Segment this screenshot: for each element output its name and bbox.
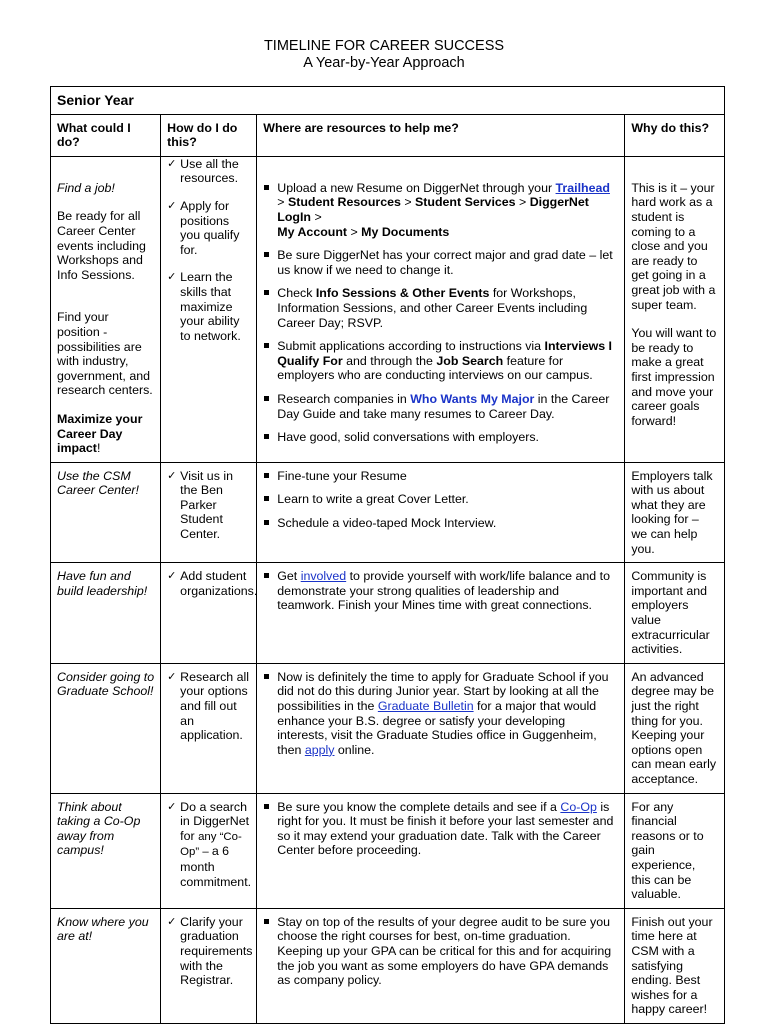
where-text-bold: My Account bbox=[277, 224, 348, 239]
list-item bbox=[167, 569, 258, 598]
how-text: Visit us in the Ben Parker Student Center. bbox=[180, 468, 233, 542]
checkmark-icon: ✓ bbox=[167, 800, 177, 813]
list-item bbox=[263, 492, 618, 507]
what-text: Find a job! bbox=[57, 180, 115, 195]
why-cell bbox=[625, 663, 725, 793]
list-item bbox=[263, 430, 618, 445]
square-bullet-icon bbox=[264, 573, 269, 578]
list-item bbox=[167, 800, 250, 890]
where-cell bbox=[257, 908, 625, 1023]
what-text: Think about taking a Co-Op away from campus! bbox=[57, 799, 141, 858]
where-text: > bbox=[311, 209, 322, 224]
what-text: Use the CSM Career Center! bbox=[57, 468, 139, 498]
table-row bbox=[51, 793, 725, 908]
why-text: For any financial reasons or to gain experience, this can be valuable. bbox=[631, 799, 704, 902]
where-text-bold: DiggerNet LogIn bbox=[277, 195, 589, 224]
what-text: Find your position - possibilities are with industry, government, and research centers. bbox=[57, 310, 153, 398]
how-text: Clarify your graduation requirements with the Registrar. bbox=[180, 914, 253, 988]
where-text-bold: Student Services bbox=[415, 195, 516, 210]
square-bullet-icon bbox=[264, 919, 269, 924]
list-item bbox=[263, 286, 618, 330]
where-text: > bbox=[515, 195, 530, 210]
what-text: Be ready for all Career Center events including Workshops and Info Sessions. bbox=[57, 209, 146, 282]
list-item bbox=[263, 181, 618, 239]
how-text: a 6 month commitment. bbox=[180, 844, 252, 889]
list-item bbox=[263, 569, 618, 613]
involved-link[interactable]: involved bbox=[300, 569, 347, 584]
list-item bbox=[167, 914, 253, 988]
title-line-2: A Year-by-Year Approach bbox=[303, 55, 465, 71]
square-bullet-icon bbox=[264, 252, 269, 257]
where-text: in the Career Day Guide and take many resumes to Career Day. bbox=[277, 391, 610, 421]
why-cell bbox=[625, 563, 725, 664]
square-bullet-icon bbox=[264, 343, 269, 348]
who-wants-my-major-text: Who Wants My Major bbox=[410, 391, 535, 406]
header-why: Why do this? bbox=[625, 114, 725, 156]
where-text: Research companies in bbox=[277, 391, 411, 406]
graduate-bulletin-link[interactable]: Graduate Bulletin bbox=[377, 699, 474, 713]
why-text: An advanced degree may be just the right thing for you. Keeping your options open can mean early acceptance. bbox=[631, 669, 717, 786]
what-cell bbox=[51, 563, 161, 664]
why-text: Employers talk with us about what they are looking for – we can help you. bbox=[631, 468, 713, 556]
where-cell bbox=[257, 793, 625, 908]
square-bullet-icon bbox=[264, 473, 269, 478]
how-cell bbox=[161, 563, 257, 664]
apply-link[interactable]: apply bbox=[304, 742, 335, 757]
table-row bbox=[51, 563, 725, 664]
list-item bbox=[263, 670, 618, 758]
checkmark-icon: ✓ bbox=[167, 199, 177, 212]
list-item bbox=[263, 339, 618, 383]
where-text: Be sure DiggerNet has your correct major and grad date – let us know if we need to change it. bbox=[277, 248, 613, 277]
where-text-bold: My Documents bbox=[361, 224, 450, 239]
where-text: Learn to write a great Cover Letter. bbox=[277, 492, 469, 507]
where-text: online. bbox=[334, 742, 375, 757]
how-cell bbox=[161, 663, 257, 793]
what-cell bbox=[51, 793, 161, 908]
header-what: What could I do? bbox=[51, 114, 161, 156]
why-text: Finish out your time here at CSM with a satisfying ending. Best wishes for a happy career! bbox=[631, 914, 713, 1017]
how-text: Use all the resources. bbox=[180, 156, 239, 186]
list-item bbox=[263, 248, 618, 277]
what-cell bbox=[51, 663, 161, 793]
where-text: > bbox=[277, 195, 288, 210]
why-text: This is it – your hard work as a student is coming to a close and you are ready to get going in a great job with a super team. bbox=[631, 180, 716, 312]
how-text: Apply for positions you qualify for. bbox=[180, 198, 240, 257]
checkmark-icon: ✓ bbox=[167, 915, 177, 928]
why-cell bbox=[625, 908, 725, 1023]
how-text: Research all your options and fill out an application. bbox=[180, 669, 250, 743]
where-text: > bbox=[347, 224, 362, 239]
where-text: Have good, solid conversations with employers. bbox=[277, 430, 539, 445]
trailhead-link[interactable]: Trailhead bbox=[555, 180, 610, 195]
checkmark-icon: ✓ bbox=[167, 570, 177, 583]
what-cell bbox=[51, 462, 161, 563]
where-cell bbox=[257, 462, 625, 563]
list-item bbox=[263, 516, 618, 531]
list-item bbox=[167, 469, 250, 542]
where-cell bbox=[257, 156, 625, 462]
table-row bbox=[51, 908, 725, 1023]
where-text-bold: Student Resources bbox=[287, 195, 401, 210]
square-bullet-icon bbox=[264, 185, 269, 190]
where-text-bold: Job Search bbox=[436, 353, 504, 368]
where-text: > bbox=[400, 195, 416, 210]
how-text: Learn the skills that maximize your ability to network. bbox=[180, 270, 241, 343]
where-text: Schedule a video-taped Mock Interview. bbox=[277, 515, 497, 530]
where-cell bbox=[257, 663, 625, 793]
how-cell bbox=[161, 908, 257, 1023]
why-cell bbox=[625, 793, 725, 908]
how-text: any “Co-Op” – bbox=[180, 830, 242, 859]
list-item bbox=[263, 800, 618, 858]
square-bullet-icon bbox=[264, 674, 269, 679]
header-how: How do I do this? bbox=[161, 114, 257, 156]
why-cell bbox=[625, 156, 725, 462]
title-line-1: TIMELINE FOR CAREER SUCCESS bbox=[263, 38, 505, 54]
senior-year-table bbox=[50, 86, 725, 1024]
list-item bbox=[167, 157, 250, 186]
what-text: Have fun and build leadership! bbox=[57, 569, 148, 598]
where-text: Get bbox=[277, 569, 301, 584]
co-op-link[interactable]: Co-Op bbox=[560, 799, 597, 814]
square-bullet-icon bbox=[264, 290, 269, 295]
list-item bbox=[263, 469, 618, 484]
list-item bbox=[167, 199, 250, 257]
table-row bbox=[51, 462, 725, 563]
where-text: Fine-tune your Resume bbox=[277, 468, 407, 483]
where-text: is right for you. It must be finish it before your last semester and so it may extend your graduation date. Talk with the Career Center before proceeding. bbox=[277, 799, 614, 858]
square-bullet-icon bbox=[264, 434, 269, 439]
what-text: Know where you are at! bbox=[57, 914, 149, 944]
square-bullet-icon bbox=[264, 396, 269, 401]
square-bullet-icon bbox=[264, 804, 269, 809]
how-cell bbox=[161, 156, 257, 462]
how-cell bbox=[161, 793, 257, 908]
list-item bbox=[167, 270, 250, 343]
where-text: to provide yourself with work/life balance and to demonstrate your strong qualities of leadership and teamwork. Finish your Mines time with great connections. bbox=[277, 569, 610, 613]
where-text: Stay on top of the results of your degree audit to be sure you choose the right courses for best, on-time graduation. Keeping up your GPA can be critical for this and for acquiring the job you want as some employers do have GPA demands as company policy. bbox=[277, 914, 612, 988]
square-bullet-icon bbox=[264, 520, 269, 525]
what-text: ! bbox=[96, 441, 101, 456]
where-text: for Workshops, Information Sessions, and other Career Events including Career Day; RSVP. bbox=[277, 286, 588, 330]
year-heading: Senior Year bbox=[51, 87, 725, 115]
list-item bbox=[263, 915, 618, 988]
what-cell bbox=[51, 908, 161, 1023]
why-text: Community is important and employers value extracurricular activities. bbox=[631, 569, 710, 657]
list-item bbox=[167, 670, 250, 743]
where-text-bold: Info Sessions & Other Events bbox=[315, 286, 490, 301]
where-text: Be sure you know the complete details and see if a bbox=[277, 799, 561, 814]
how-cell bbox=[161, 462, 257, 563]
header-where: Where are resources to help me? bbox=[257, 114, 625, 156]
list-item bbox=[263, 392, 618, 421]
square-bullet-icon bbox=[264, 496, 269, 501]
where-text: Check bbox=[277, 286, 316, 301]
where-text: feature for employers who are conducting interviews on our campus. bbox=[277, 353, 593, 383]
table-row bbox=[51, 156, 725, 462]
checkmark-icon: ✓ bbox=[167, 670, 177, 683]
checkmark-icon: ✓ bbox=[167, 157, 177, 170]
where-cell bbox=[257, 563, 625, 664]
why-cell bbox=[625, 462, 725, 563]
how-text: Do a search in DiggerNet for bbox=[180, 799, 250, 843]
where-text: for a major that would enhance your B.S. degree or satisfy your developing interests, visit the Graduate Studies office in Guggenheim, then bbox=[277, 699, 597, 757]
table-row bbox=[51, 663, 725, 793]
what-text-bold: Maximize your Career Day impact bbox=[57, 411, 143, 456]
where-text: and through the bbox=[342, 353, 437, 368]
where-text: Now is definitely the time to apply for Graduate School if you did not do this during Junior year. Start by looking at all the possibilities in the bbox=[277, 669, 609, 713]
checkmark-icon: ✓ bbox=[167, 469, 177, 482]
where-text: Upload a new Resume on DiggerNet through your bbox=[277, 180, 556, 195]
why-text: You will want to be ready to make a great first impression and move your career goals forward! bbox=[631, 326, 717, 428]
where-text-bold: Interviews I Qualify For bbox=[277, 339, 613, 368]
what-text: Consider going to Graduate School! bbox=[57, 669, 155, 699]
how-text: Add student organizations. bbox=[180, 569, 258, 598]
checkmark-icon: ✓ bbox=[167, 271, 177, 284]
document-title bbox=[0, 38, 768, 72]
what-cell bbox=[51, 156, 161, 462]
where-text: Submit applications according to instructions via bbox=[277, 339, 545, 354]
